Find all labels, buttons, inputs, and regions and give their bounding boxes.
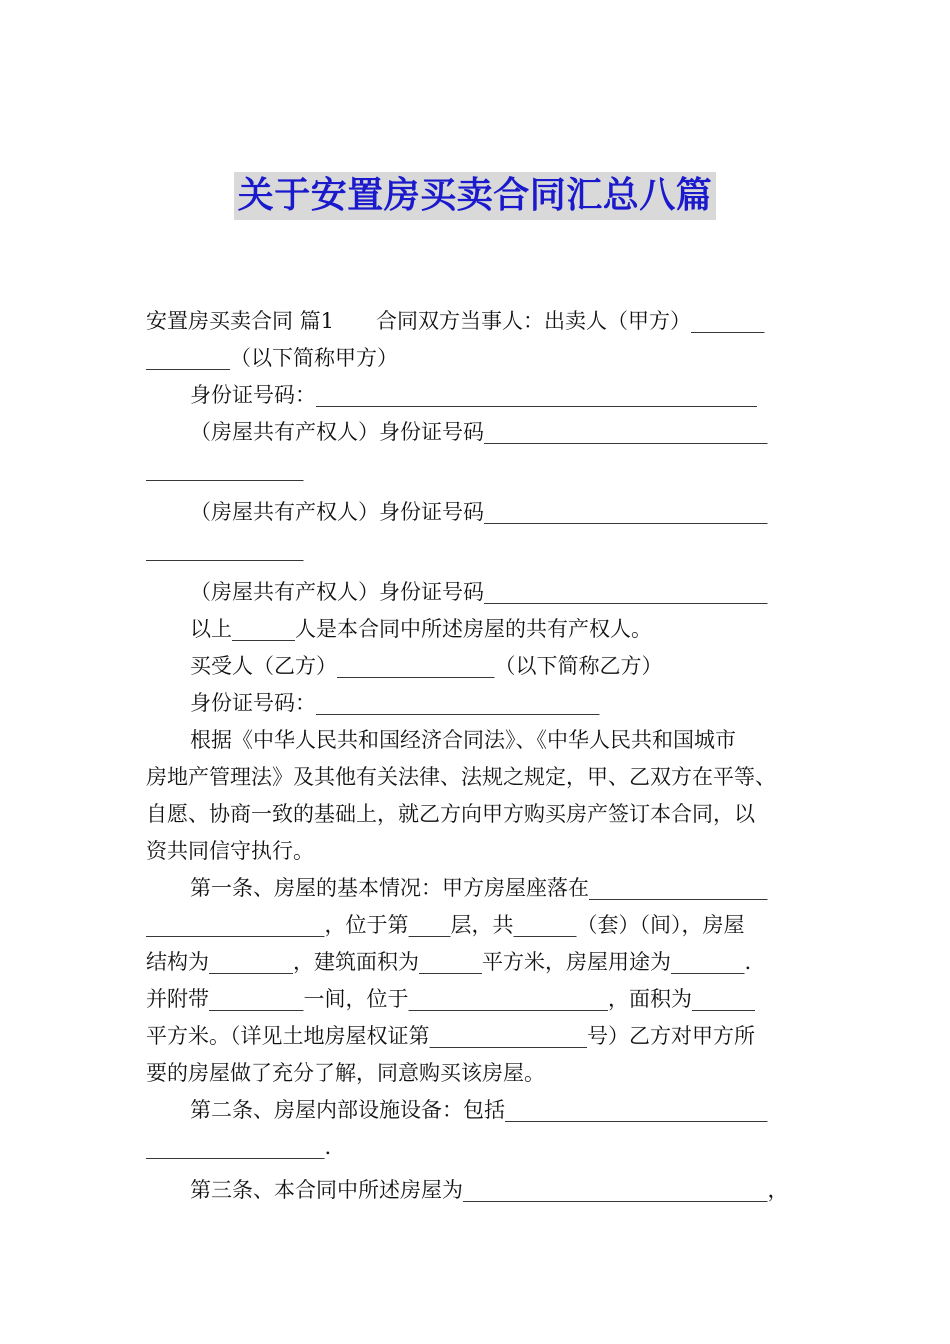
text-line: （房屋共有产权人）身份证号码___________________________: [190, 580, 768, 604]
text-line: 资共同信守执行。: [146, 839, 314, 863]
text-line: 要的房屋做了充分了解，同意购买该房屋。: [146, 1061, 545, 1085]
text-line: （房屋共有产权人）身份证号码___________________________: [190, 420, 768, 444]
text-line: （房屋共有产权人）身份证号码___________________________: [190, 500, 768, 524]
text-line: 第一条、房屋的基本情况：甲方房屋座落在_________________: [190, 876, 768, 900]
text-line: 以上______人是本合同中所述房屋的共有产权人。: [190, 617, 652, 641]
text-line: 自愿、协商一致的基础上，就乙方向甲方购买房产签订本合同，以: [146, 802, 755, 826]
text-line: ________（以下简称甲方）: [146, 346, 398, 370]
text-line: 第二条、房屋内部设施设备：包括_________________________: [190, 1098, 768, 1122]
text-line: 安置房买卖合同 篇1 合同双方当事人：出卖人（甲方）_______: [146, 309, 765, 333]
text-line: _________________，位于第____层，共______（套）（间），房屋: [146, 913, 745, 937]
text-line: 房地产管理法》及其他有关法律、法规之规定，甲、乙双方在平等、: [146, 765, 776, 789]
text-line: _______________: [146, 537, 304, 561]
text-line: 结构为________，建筑面积为______平方米，房屋用途为_______.: [146, 950, 752, 974]
text-line: 身份证号码：___________________________: [190, 691, 600, 715]
text-line: 第三条、本合同中所述房屋为_____________________________，: [190, 1178, 789, 1202]
text-line: 身份证号码：__________________________________________: [190, 383, 757, 407]
text-line: 平方米。（详见土地房屋权证第_______________号）乙方对甲方所: [146, 1024, 755, 1048]
text-line: _______________: [146, 457, 304, 481]
document-body: [146, 303, 810, 1209]
title-container: [0, 172, 950, 220]
document-title: 关于安置房买卖合同汇总八篇: [234, 172, 717, 220]
text-line: 买受人（乙方）_______________（以下简称乙方）: [190, 654, 663, 678]
text-line: _________________.: [146, 1135, 332, 1159]
text-line: 并附带_________一间，位于___________________，面积为______: [146, 987, 755, 1011]
text-line: 根据《中华人民共和国经济合同法》、《中华人民共和国城市: [190, 728, 736, 752]
